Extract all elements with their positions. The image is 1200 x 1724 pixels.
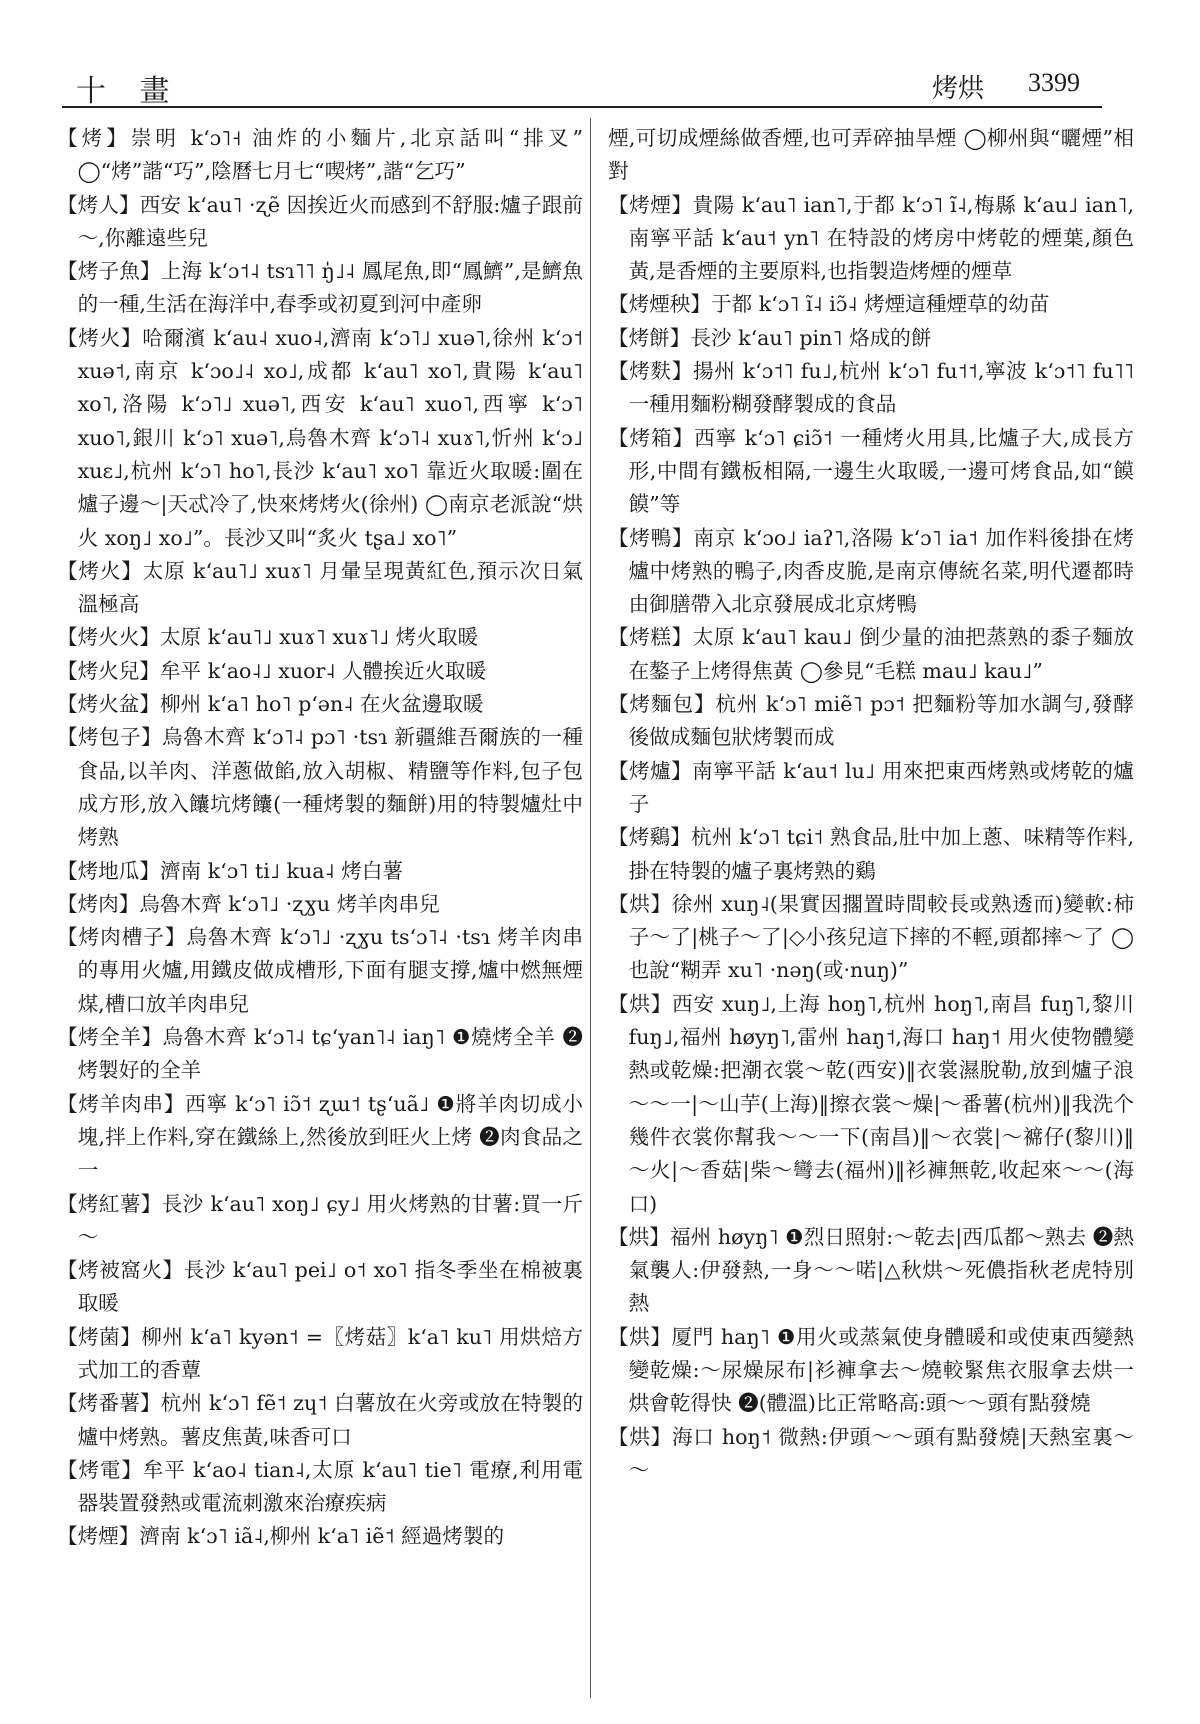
entry: 【烤餅】長沙 kʻau˥ pin˥ 烙成的餅 xyxy=(608,325,932,350)
entry: 【烤煙】貴陽 kʻau˥ ian˥,于都 kʻɔ˥ ĩ˨,梅縣 kʻau˩ ian˥,南寧平話 kʻau˦ yn˥ 在特設的烤房中烤乾的煙葉,顏色黃,是香煙的主要原料,也指製造烤煙的煙草 xyxy=(608,192,1134,284)
entry: 【烤番薯】杭州 kʻɔ˥ fẽ˦ zɥ˦ 白薯放在火旁或放在特製的爐中烤熟。薯皮焦黃,味香可口 xyxy=(57,1391,583,1449)
entry: 【烤煙】濟南 kʻɔ˥ iã˨,柳州 kʻa˥ iẽ˦ 經過烤製的 xyxy=(57,1524,505,1549)
entry: 【烤爐】南寧平話 kʻau˦ lu˩ 用來把東西烤熟或烤乾的爐子 xyxy=(608,758,1134,816)
entry: 【烤糕】太原 kʻau˥ kau˩ 倒少量的油把蒸熟的黍子麵放在鏊子上烤得焦黃 ◯參見“毛糕 mau˩ kau˩” xyxy=(608,625,1134,683)
entry: 【烤羊肉串】西寧 kʻɔ˥ iɔ̃˦ ʐɯ˦ tʂʻuã˩ ❶將羊肉切成小塊,拌上作料,穿在鐵絲上,然後放到旺火上烤 ❷肉食品之一 xyxy=(57,1091,583,1183)
entry: 【烤火盆】柳州 kʻa˥ ho˥ pʻən˨ 在火盆邊取暖 xyxy=(57,692,484,717)
entry: 【烤箱】西寧 kʻɔ˥ ɕiɔ̃˦ 一種烤火用具,比爐子大,成長方形,中間有鐵板相隔,一邊生火取暖,一邊可烤食品,如“饃饃”等 xyxy=(608,425,1134,517)
entry: 【烤被窩火】長沙 kʻau˥ pei˩ o˦ xo˥ 指冬季坐在棉被裏取暖 xyxy=(57,1258,583,1316)
entry: 【烘】海口 hoŋ˦ 微熱:伊頭～～頭有點發燒|天熱室裏～～ xyxy=(608,1424,1134,1482)
entry: 【烤子魚】上海 kʻɔ˦˨ tsɿ˥˥ ŋ̍˩˨ 鳳尾魚,即“鳳鱭”,是鱭魚的一種,生活在海洋中,春季或初夏到河中產卵 xyxy=(57,259,583,317)
entry: 【烤火火】太原 kʻau˥˩ xuɤ˥ xuɤ˥˩ 烤火取暖 xyxy=(57,625,479,650)
entry: 【烘】西安 xuŋ˩,上海 hoŋ˥,杭州 hoŋ˥,南昌 fuŋ˥,黎川 fuŋ˩,福州 høyŋ˥,雷州 haŋ˦,海口 haŋ˦ 用火使物體變熱或乾燥:把潮衣裳～乾(西安)‖衣裳濕脫勒,放到爐子浪～～一|～山芋(上海)‖擦衣裳～燥|～番薯(杭州)‖我洗个幾件衣裳你幫我～～一下(南昌)‖～衣裳|～褯仔(黎川)‖～火|～香菇|柴～彎去(福州)‖衫褲無乾,收起來～～(海口) xyxy=(608,991,1134,1216)
entry: 【烤火兒】牟平 kʻao˨˩ xuor˨ 人體挨近火取暖 xyxy=(57,658,487,683)
header-rule xyxy=(62,106,1102,108)
entry: 【烤鷄】杭州 kʻɔ˥ tɕi˦ 熟食品,肚中加上蔥、味精等作料,掛在特製的爐子裏烤熟的鷄 xyxy=(608,825,1134,883)
page-number: 3399 xyxy=(1028,68,1080,97)
entry: 【烘】厦門 haŋ˥ ❶用火或蒸氣使身體暖和或使東西變熱變乾燥:～尿燥尿布|衫褲拿去～燒較緊焦衣服拿去烘一烘會乾得快 ❷(體溫)比正常略高:頭～～頭有點發燒 xyxy=(608,1324,1134,1416)
entry: 【烤麵包】杭州 kʻɔ˥ miẽ˥ pɔ˦ 把麵粉等加水調勻,發酵後做成麵包狀烤製而成 xyxy=(608,692,1134,750)
entry: 【烤火】太原 kʻau˥˩ xuɤ˥ 月暈呈現黃紅色,預示次日氣溫極高 xyxy=(57,558,583,617)
right-column xyxy=(608,122,1134,1487)
column-divider xyxy=(590,118,591,1698)
running-headwords: 烤烘 xyxy=(931,74,984,104)
entry: 【烤肉】烏魯木齊 kʻɔ˥˩ ·ʐɣu 烤羊肉串兒 xyxy=(57,891,440,916)
entry: 【烤人】西安 kʻau˥ ·ʐẽ 因挨近火而感到不舒服:爐子跟前～,你離遠些兒 xyxy=(57,192,583,250)
entry: 【烤麩】揚州 kʻɔ˦˥ fu˩,杭州 kʻɔ˥ fu˦˦,寧波 kʻɔ˦˥ fu˥˥ 一種用麵粉糊發酵製成的食品 xyxy=(608,359,1134,417)
entry: 【烤煙秧】于都 kʻɔ˥ ĩ˨ iɔ̃˨ 烤煙這種煙草的幼苗 xyxy=(608,292,1050,317)
entry: 【烤地瓜】濟南 kʻɔ˥ ti˩ kua˨ 烤白薯 xyxy=(57,858,404,883)
entry: 【烤電】牟平 kʻao˨ tian˨,太原 kʻau˥ tie˥ 電療,利用電器裝置發熱或電流刺激來治療疾病 xyxy=(57,1457,583,1516)
entry-continued: 煙,可切成煙絲做香煙,也可弄碎抽旱煙 ◯柳州與“曬煙”相對 xyxy=(608,126,1134,184)
entry: 【烤全羊】烏魯木齊 kʻɔ˥˨ tɕʻyan˥˨ iaŋ˥ ❶燒烤全羊 ❷烤製好的全羊 xyxy=(57,1025,583,1083)
entry: 【烤】崇明 kʻɔ˥˧ 油炸的小麵片,北京話叫“排叉” ◯“烤”諧“巧”,陰曆七月七“喫烤”,諧“乞巧” xyxy=(57,126,583,184)
entry: 【烤火】哈爾濱 kʻau˨ xuo˨,濟南 kʻɔ˥˩ xuə˥,徐州 kʻɔ˦ xuə˦,南京 kʻɔo˩˨ xo˩,成都 kʻau˥ xo˥,貴陽 kʻau˥ xo˥,洛陽 kʻɔ˥˩ xuə˥,西安 kʻau˥ xuo˥,西寧 kʻɔ˥ xuo˥,銀川 kʻɔ˥ xuə˥,烏魯木齊 kʻɔ˥˨ xuɤ˥,忻州 kʻɔ˩ xuɛ˩,杭州 kʻɔ˥ ho˥,長沙 kʻau˥ xo˥ 靠近火取暖:圍在爐子邊～|天忒冷了,快來烤烤火(徐州) ◯南京老派說“烘火 xoŋ˩ xo˩”。長沙又叫“炙火 tʂa˩ xo˥” xyxy=(57,325,583,550)
entry: 【烘】福州 høyŋ˥ ❶烈日照射:～乾去|西瓜都～熟去 ❷熱氣襲人:伊發熱,一身～～喏|△秋烘～死儂指秋老虎特別熱 xyxy=(608,1224,1134,1316)
entry: 【烤菌】柳州 kʻa˥ kyən˦ =〖烤菇〗kʻa˥ ku˥ 用烘焙方式加工的香蕈 xyxy=(57,1324,583,1382)
left-column xyxy=(57,122,583,1554)
page-header xyxy=(62,58,1102,110)
section-label: 十 畫 xyxy=(76,74,182,109)
entry: 【烤紅薯】長沙 kʻau˥ xoŋ˩ ɕy˩ 用火烤熟的甘薯:買一斤～ xyxy=(57,1191,583,1249)
entry: 【烤肉槽子】烏魯木齊 kʻɔ˥˩ ·ʐɣu tsʻɔ˥˨ ·tsɿ 烤羊肉串的專用火爐,用鐵皮做成槽形,下面有腿支撐,爐中燃無煙煤,槽口放羊肉串兒 xyxy=(57,925,583,1016)
entry: 【烤包子】烏魯木齊 kʻɔ˥˨ pɔ˥ ·tsɿ 新疆維吾爾族的一種食品,以羊肉、洋蔥做餡,放入胡椒、精鹽等作料,包子包成方形,放入饢坑烤饢(一種烤製的麵餅)用的特製爐灶中烤熟 xyxy=(57,725,583,850)
entry: 【烘】徐州 xuŋ˨(果實因擱置時間較長或熟透而)變軟:柿子～了|桃子～了|◇小孩兒這下摔的不輕,頭都摔～了 ◯也說“糊弄 xu˥ ·nəŋ(或·nuŋ)” xyxy=(608,891,1134,983)
entry: 【烤鴨】南京 kʻɔo˩ iaʔ˥,洛陽 kʻɔ˥ ia˦ 加作料後掛在烤爐中烤熟的鴨子,肉香皮脆,是南京傳統名菜,明代遷都時由御膳帶入北京發展成北京烤鴨 xyxy=(608,525,1134,617)
